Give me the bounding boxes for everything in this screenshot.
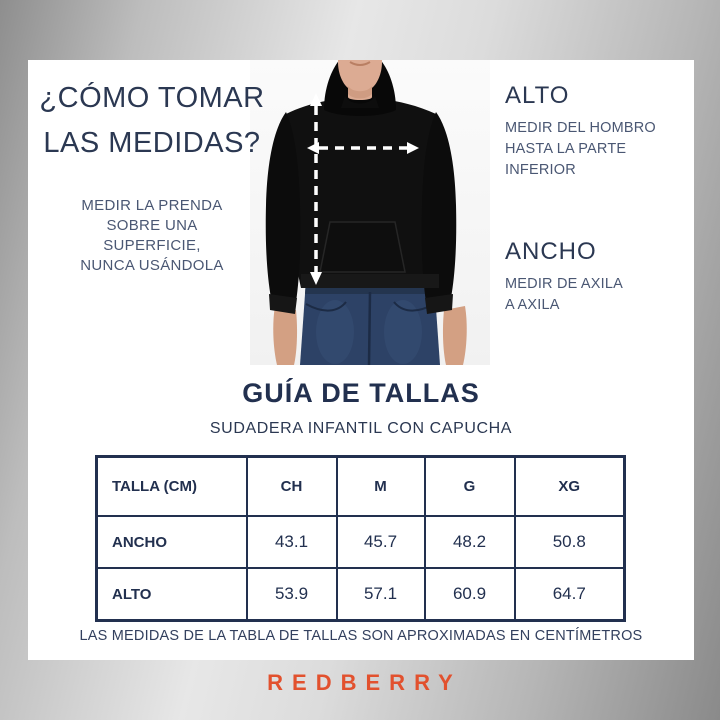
cell-value: 43.1 (247, 516, 337, 568)
approximate-measures-note: LAS MEDIDAS DE LA TABLA DE TALLAS SON APROXIMADAS EN CENTÍMETROS (79, 628, 643, 644)
kangaroo-pocket (320, 222, 405, 272)
cell-value: 57.1 (337, 568, 425, 621)
size-guide-title: GUÍA DE TALLAS (242, 378, 480, 408)
size-guide-subtitle: SUDADERA INFANTIL CON CAPUCHA (209, 420, 513, 437)
how-title-line1: ¿CÓMO TOMAR (39, 82, 265, 114)
cell-value: 45.7 (337, 516, 425, 568)
header-g: G (425, 457, 515, 517)
table-row-alto (97, 568, 625, 621)
cell-value: 50.8 (515, 516, 625, 568)
how-sub-line4: NUNCA USÁNDOLA (80, 257, 224, 274)
size-guide-card (28, 60, 694, 660)
ancho-title: ANCHO (505, 238, 597, 265)
jeans (300, 280, 440, 365)
size-table-header-row (97, 457, 625, 517)
alto-line1: MEDIR DEL HOMBRO (505, 120, 656, 136)
how-title (36, 76, 268, 166)
cell-value: 48.2 (425, 516, 515, 568)
brand-logo: REDBERRY (267, 670, 462, 695)
how-title-line2: LAS MEDIDAS? (43, 127, 261, 159)
how-sub-line3: SUPERFICIE, (103, 237, 201, 254)
ancho-description (505, 274, 690, 316)
size-table (95, 455, 626, 622)
table-row-ancho (97, 516, 625, 568)
boy-hoodie-illustration (250, 60, 490, 365)
ancho-line2: A AXILA (505, 297, 560, 313)
cell-value: 60.9 (425, 568, 515, 621)
header-ch: CH (247, 457, 337, 517)
header-m: M (337, 457, 425, 517)
header-talla: TALLA (CM) (97, 457, 247, 517)
alto-instruction-block (505, 80, 690, 181)
cell-value: 53.9 (247, 568, 337, 621)
header-xg: XG (515, 457, 625, 517)
how-to-measure-block (36, 76, 268, 276)
alto-description (505, 118, 690, 181)
cell-value: 64.7 (515, 568, 625, 621)
row-label: ALTO (97, 568, 247, 621)
how-sub-line1: MEDIR LA PRENDA (81, 197, 223, 214)
alto-line3: INFERIOR (505, 162, 576, 178)
ancho-line1: MEDIR DE AXILA (505, 276, 624, 292)
how-sub-line2: SOBRE UNA (106, 217, 198, 234)
ancho-instruction-block (505, 236, 690, 316)
boy-hoodie-photo (250, 60, 490, 365)
how-subtitle (36, 196, 268, 276)
row-label: ANCHO (97, 516, 247, 568)
alto-title: ALTO (505, 82, 570, 109)
alto-line2: HASTA LA PARTE (505, 141, 627, 157)
